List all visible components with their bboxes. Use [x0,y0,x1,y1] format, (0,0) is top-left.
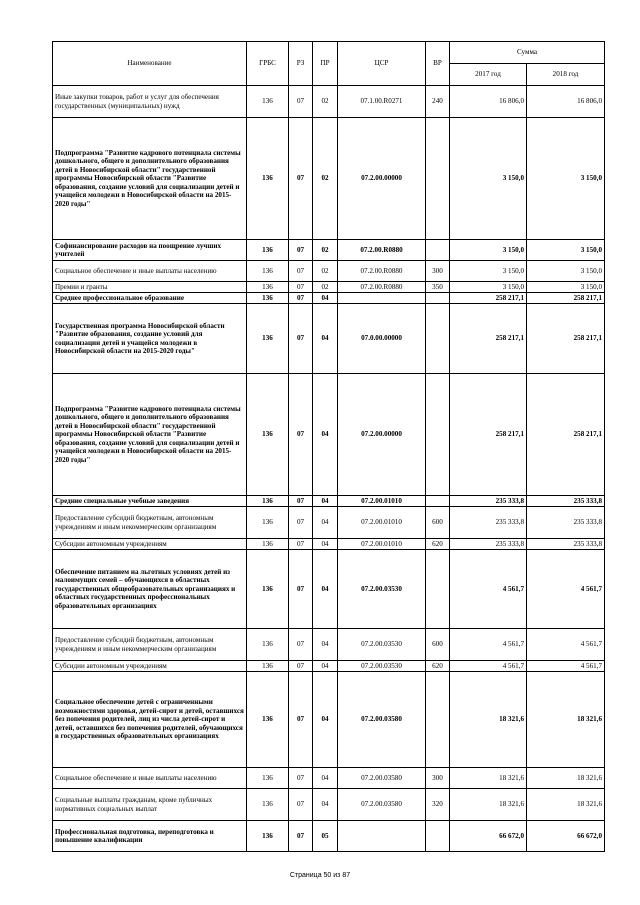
cell-vr: 620 [426,661,450,672]
cell-name: Социальное обеспечение и иные выплаты населению [53,261,247,282]
cell-rz: 07 [289,789,313,821]
cell-y2017: 4 561,7 [450,661,527,672]
cell-y2017: 4 561,7 [450,550,527,629]
cell-vr [426,118,450,240]
cell-y2018: 235 333,8 [527,539,605,550]
cell-csr: 07.0.00.00000 [338,304,426,374]
cell-pr: 04 [313,661,338,672]
cell-rz: 07 [289,672,313,768]
cell-y2018: 258 217,1 [527,293,605,304]
cell-grbs: 136 [247,539,289,550]
cell-pr: 05 [313,821,338,852]
cell-vr [426,821,450,852]
cell-y2017: 3 150,0 [450,240,527,261]
cell-y2018: 258 217,1 [527,374,605,496]
cell-csr: 07.2.00.R0880 [338,240,426,261]
cell-y2018: 3 150,0 [527,118,605,240]
cell-y2017: 16 806,0 [450,86,527,118]
cell-rz: 07 [289,539,313,550]
cell-csr: 07.2.00.03530 [338,661,426,672]
table-row [53,282,605,293]
cell-pr: 04 [313,374,338,496]
cell-name: Подпрограмма "Развитие кадрового потенциала системы дошкольного, общего и дополнительного образования детей в Новосибирской области" государственной программы Новосибирской области "Развитие образования, создание условий для социализации детей и учащейся молодежи в Новосибирской области на 2015-2020 годы" [53,374,247,496]
cell-csr: 07.2.00.03580 [338,768,426,789]
cell-pr: 04 [313,304,338,374]
table-row [53,661,605,672]
cell-name: Профессиональная подготовка, переподготовка и повышение квалификации [53,821,247,852]
cell-vr: 320 [426,789,450,821]
col-header-rz: РЗ [289,42,313,86]
cell-y2018: 4 561,7 [527,661,605,672]
cell-csr: 07.2.00.01010 [338,507,426,539]
cell-y2018: 18 321,6 [527,672,605,768]
cell-y2018: 258 217,1 [527,304,605,374]
cell-rz: 07 [289,550,313,629]
cell-y2018: 66 672,0 [527,821,605,852]
cell-rz: 07 [289,507,313,539]
cell-csr: 07.2.00.01010 [338,539,426,550]
cell-pr: 04 [313,550,338,629]
cell-name: Средние специальные учебные заведения [53,496,247,507]
cell-y2017: 18 321,6 [450,789,527,821]
cell-name: Социальные выплаты гражданам, кроме публичных нормативных социальных выплат [53,789,247,821]
cell-y2017: 235 333,8 [450,539,527,550]
col-header-csr: ЦСР [338,42,426,86]
cell-grbs: 136 [247,821,289,852]
cell-pr: 04 [313,293,338,304]
cell-y2017: 3 150,0 [450,282,527,293]
cell-y2017: 258 217,1 [450,374,527,496]
table-row [53,118,605,240]
cell-vr [426,304,450,374]
cell-pr: 02 [313,282,338,293]
cell-name: Социальное обеспечение детей с ограниченными возможностями здоровья, детей-сирот и детей, оставшихся без попечения родителей, лиц из числа детей-сирот и детей, оставшихся без попечения родителей, обучающихся в государственных образовательных организациях [53,672,247,768]
table-row [53,550,605,629]
cell-vr: 600 [426,507,450,539]
cell-csr: 07.2.00.03530 [338,550,426,629]
cell-vr: 600 [426,629,450,661]
cell-name: Предоставление субсидий бюджетным, автономным учреждениям и иным некоммерческим организациям [53,629,247,661]
cell-grbs: 136 [247,672,289,768]
table-body [53,86,605,852]
cell-csr [338,293,426,304]
cell-y2017: 66 672,0 [450,821,527,852]
cell-vr: 300 [426,768,450,789]
cell-grbs: 136 [247,304,289,374]
cell-y2017: 4 561,7 [450,629,527,661]
cell-grbs: 136 [247,261,289,282]
cell-vr [426,550,450,629]
cell-rz: 07 [289,304,313,374]
table-row [53,304,605,374]
cell-vr [426,240,450,261]
col-header-2017: 2017 год [450,64,527,86]
cell-csr: 07.2.00.01010 [338,496,426,507]
cell-vr: 300 [426,261,450,282]
cell-grbs: 136 [247,86,289,118]
cell-pr: 04 [313,629,338,661]
table-row [53,293,605,304]
cell-grbs: 136 [247,240,289,261]
col-header-2018: 2018 год [527,64,605,86]
table-row [53,261,605,282]
cell-rz: 07 [289,240,313,261]
cell-y2018: 3 150,0 [527,240,605,261]
cell-vr: 620 [426,539,450,550]
cell-csr: 07.2.00.03580 [338,672,426,768]
cell-y2018: 18 321,6 [527,768,605,789]
cell-vr [426,374,450,496]
cell-vr: 240 [426,86,450,118]
cell-y2017: 3 150,0 [450,118,527,240]
cell-csr: 07.2.00.R0880 [338,261,426,282]
cell-rz: 07 [289,374,313,496]
cell-csr: 07.2.00.00000 [338,374,426,496]
cell-pr: 02 [313,240,338,261]
cell-y2017: 258 217,1 [450,304,527,374]
page-footer: Страница 50 из 87 [289,872,351,879]
cell-name: Социальное обеспечение и иные выплаты населению [53,768,247,789]
cell-rz: 07 [289,496,313,507]
cell-y2018: 16 806,0 [527,86,605,118]
cell-pr: 04 [313,496,338,507]
col-header-vr: ВР [426,42,450,86]
cell-csr: 07.1.00.R0271 [338,86,426,118]
budget-table [52,41,605,852]
cell-vr: 350 [426,282,450,293]
cell-csr: 07.2.00.03530 [338,629,426,661]
cell-y2018: 4 561,7 [527,550,605,629]
cell-csr: 07.2.00.R0880 [338,282,426,293]
table-row [53,86,605,118]
col-header-pr: ПР [313,42,338,86]
cell-name: Подпрограмма "Развитие кадрового потенциала системы дошкольного, общего и дополнительного образования детей в Новосибирской области" государственной программы Новосибирской области "Развитие образования, создание условий для социализации детей и учащейся молодежи в Новосибирской области на 2015-2020 годы" [53,118,247,240]
cell-pr: 04 [313,672,338,768]
col-header-name: Наименование [53,42,247,86]
cell-name: Субсидии автономным учреждениям [53,661,247,672]
cell-grbs: 136 [247,550,289,629]
cell-name: Среднее профессиональное образование [53,293,247,304]
cell-y2018: 235 333,8 [527,507,605,539]
cell-grbs: 136 [247,282,289,293]
cell-pr: 02 [313,86,338,118]
table-row [53,821,605,852]
cell-csr: 07.2.00.03580 [338,789,426,821]
cell-y2017: 258 217,1 [450,293,527,304]
table-row [53,496,605,507]
cell-y2018: 4 561,7 [527,629,605,661]
cell-pr: 04 [313,789,338,821]
table-row [53,629,605,661]
col-header-sum: Сумма [450,42,605,64]
cell-grbs: 136 [247,118,289,240]
cell-rz: 07 [289,118,313,240]
cell-y2017: 18 321,6 [450,672,527,768]
cell-rz: 07 [289,86,313,118]
cell-name: Иные закупки товаров, работ и услуг для обеспечения государственных (муниципальных) нужд [53,86,247,118]
cell-y2018: 235 333,8 [527,496,605,507]
cell-rz: 07 [289,293,313,304]
cell-grbs: 136 [247,789,289,821]
table-row [53,374,605,496]
cell-pr: 02 [313,261,338,282]
table-row [53,768,605,789]
cell-csr [338,821,426,852]
cell-pr: 02 [313,118,338,240]
cell-csr: 07.2.00.00000 [338,118,426,240]
cell-vr [426,672,450,768]
cell-y2017: 235 333,8 [450,496,527,507]
cell-name: Софинансирование расходов на поощрение лучших учителей [53,240,247,261]
cell-name: Субсидии автономным учреждениям [53,539,247,550]
cell-y2017: 3 150,0 [450,261,527,282]
cell-rz: 07 [289,261,313,282]
cell-vr [426,293,450,304]
cell-grbs: 136 [247,293,289,304]
cell-name: Премии и гранты [53,282,247,293]
cell-y2018: 18 321,6 [527,789,605,821]
table-row [53,240,605,261]
cell-y2017: 18 321,6 [450,768,527,789]
cell-grbs: 136 [247,661,289,672]
cell-name: Государственная программа Новосибирской области "Развитие образования, создание условий для социализации детей и учащейся молодежи в Новосибирской области на 2015-2020 годы" [53,304,247,374]
cell-rz: 07 [289,821,313,852]
cell-name: Обеспечение питанием на льготных условиях детей из малоимущих семей – обучающихся в областных государственных общеобразовательных организациях и областных государственных профессиональных образовательных организациях [53,550,247,629]
cell-grbs: 136 [247,629,289,661]
cell-y2017: 235 333,8 [450,507,527,539]
cell-pr: 04 [313,507,338,539]
cell-name: Предоставление субсидий бюджетным, автономным учреждениям и иным некоммерческим организациям [53,507,247,539]
cell-pr: 04 [313,768,338,789]
cell-grbs: 136 [247,374,289,496]
table-row [53,672,605,768]
table-row [53,789,605,821]
cell-grbs: 136 [247,768,289,789]
cell-grbs: 136 [247,507,289,539]
cell-grbs: 136 [247,496,289,507]
table-row [53,539,605,550]
table-row [53,507,605,539]
cell-y2018: 3 150,0 [527,282,605,293]
cell-y2018: 3 150,0 [527,261,605,282]
cell-rz: 07 [289,768,313,789]
cell-rz: 07 [289,661,313,672]
cell-vr [426,496,450,507]
cell-rz: 07 [289,629,313,661]
cell-rz: 07 [289,282,313,293]
col-header-grbs: ГРБС [247,42,289,86]
cell-pr: 04 [313,539,338,550]
